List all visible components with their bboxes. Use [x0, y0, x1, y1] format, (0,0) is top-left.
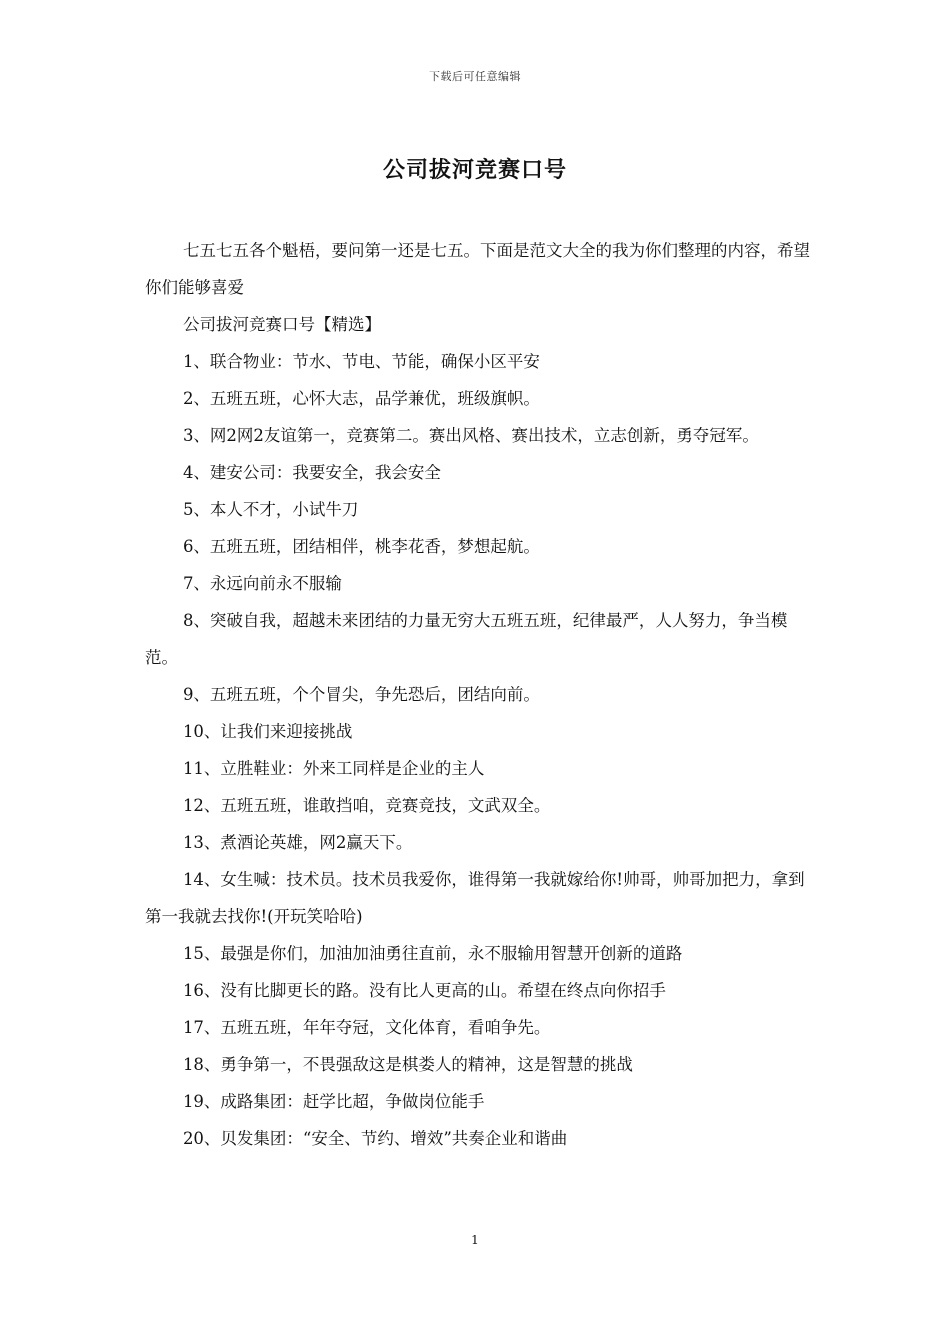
slogan-item: 12、五班五班，谁敢挡咱，竞赛竞技，文武双全。: [182, 796, 551, 815]
slogan-item: 2、五班五班，心怀大志，品学兼优，班级旗帜。: [182, 389, 540, 408]
slogan-item: 11、立胜鞋业：外来工同样是企业的主人: [182, 759, 485, 778]
slogan-item: 8、突破自我，超越未来团结的力量无穷大五班五班，纪律最严，人人努力，争当模范。: [145, 611, 788, 667]
slogan-item: 6、五班五班，团结相伴，桃李花香，梦想起航。: [182, 537, 540, 556]
slogan-item: 19、成路集团：赶学比超，争做岗位能手: [182, 1092, 485, 1111]
slogan-item: 20、贝发集团：“安全、节约、增效”共奏企业和谐曲: [182, 1129, 568, 1148]
page-number: 1: [471, 1233, 479, 1247]
intro-paragraph: 七五七五各个魁梧，要问第一还是七五。下面是范文大全的我为你们整理的内容，希望你们能够喜爱: [145, 241, 810, 297]
slogan-item: 3、网2网2友谊第一，竞赛第二。赛出风格、赛出技术，立志创新，勇夺冠军。: [182, 426, 759, 445]
slogan-item: 9、五班五班，个个冒尖，争先恐后，团结向前。: [182, 685, 540, 704]
document-body: [145, 232, 817, 1157]
slogan-item: 18、勇争第一，不畏强敌这是棋娄人的精神，这是智慧的挑战: [182, 1055, 633, 1074]
slogan-item: 10、让我们来迎接挑战: [182, 722, 353, 741]
slogan-item: 7、永远向前永不服输: [182, 574, 342, 593]
slogan-item: 1、联合物业：节水、节电、节能，确保小区平安: [182, 352, 540, 371]
page-header: 下载后可任意编辑: [429, 70, 521, 83]
slogan-item: 17、五班五班，年年夺冠，文化体育，看咱争先。: [182, 1018, 551, 1037]
slogan-item: 4、建安公司：我要安全，我会安全: [182, 463, 441, 482]
slogan-item: 5、本人不才，小试牛刀: [182, 500, 359, 519]
slogan-item: 14、女生喊：技术员。技术员我爱你，谁得第一我就嫁给你!帅哥，帅哥加把力，拿到第一我就去找你!(开玩笑哈哈): [145, 870, 805, 926]
section-heading: 公司拔河竞赛口号【精选】: [182, 315, 381, 334]
slogan-item: 16、没有比脚更长的路。没有比人更高的山。希望在终点向你招手: [182, 981, 666, 1000]
slogan-item: 15、最强是你们，加油加油勇往直前，永不服输用智慧开创新的道路: [182, 944, 683, 963]
document-title: 公司拔河竞赛口号: [382, 157, 567, 183]
slogan-item: 13、煮酒论英雄，网2赢天下。: [182, 833, 413, 852]
